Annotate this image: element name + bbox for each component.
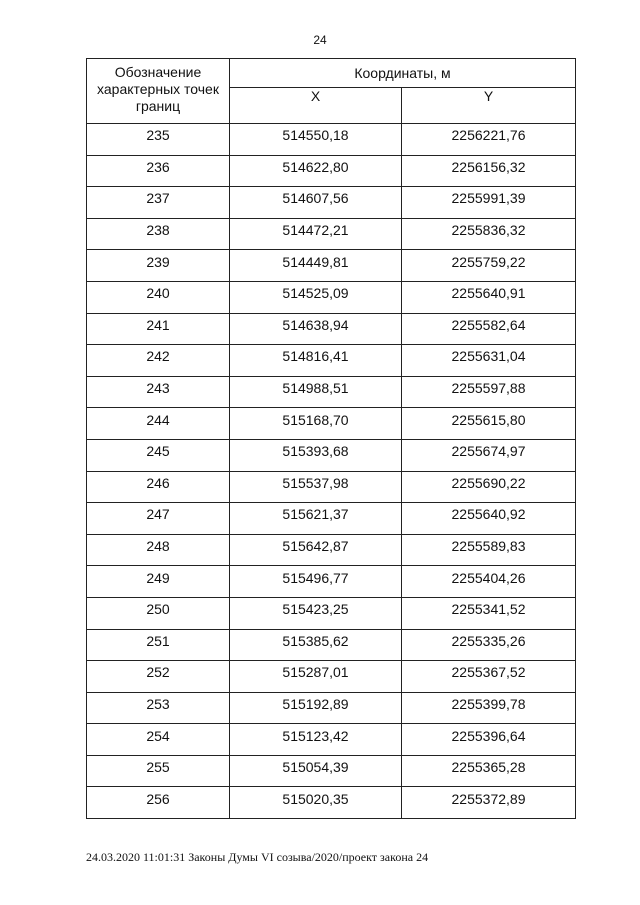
cell-x-text: 515385,62 [282,632,349,649]
table-row [87,376,576,408]
cell-x-text: 515287,01 [282,664,349,681]
cell-point-text: 242 [146,348,170,365]
cell-point-text: 256 [146,790,170,807]
cell-x [230,471,402,503]
cell-x [230,566,402,598]
cell-x [230,692,402,724]
table-row [87,408,576,440]
cell-x-text: 514550,18 [282,127,349,144]
cell-x [230,345,402,377]
cell-point-text: 241 [146,316,170,333]
cell-y [402,724,576,756]
table-row [87,755,576,787]
cell-point [87,250,230,282]
cell-point [87,534,230,566]
cell-point-text: 249 [146,569,170,586]
cell-y [402,345,576,377]
table-row [87,566,576,598]
cell-point [87,281,230,313]
cell-x-text: 515168,70 [282,411,349,428]
cell-y-text: 2255631,04 [451,348,526,365]
table-row [87,124,576,156]
page-number: 24 [313,33,327,47]
cell-point [87,218,230,250]
cell-point-text: 235 [146,127,170,144]
cell-x-text: 515393,68 [282,443,349,460]
cell-y-text: 2255597,88 [451,380,526,397]
cell-point [87,155,230,187]
table-body [87,124,576,819]
header-x: X [230,87,402,123]
table-row [87,439,576,471]
cell-point-text: 255 [146,759,170,776]
cell-y [402,313,576,345]
cell-x [230,503,402,535]
cell-point [87,313,230,345]
cell-x [230,661,402,693]
cell-point [87,787,230,819]
cell-y [402,629,576,661]
cell-x [230,155,402,187]
cell-point [87,124,230,156]
cell-point-text: 237 [146,190,170,207]
header-y: Y [402,87,576,123]
cell-y [402,566,576,598]
cell-x [230,281,402,313]
cell-y-text: 2255640,92 [451,506,526,523]
cell-point [87,187,230,219]
cell-point [87,692,230,724]
cell-x [230,724,402,756]
cell-y-text: 2255396,64 [451,727,526,744]
cell-point [87,629,230,661]
cell-x-text: 514525,09 [282,285,349,302]
cell-y-text: 2255367,52 [451,664,526,681]
cell-point-text: 246 [146,474,170,491]
cell-point-text: 244 [146,411,170,428]
table-row [87,661,576,693]
table-row [87,503,576,535]
cell-x [230,408,402,440]
cell-x [230,534,402,566]
header-coordinates: Координаты, м [230,59,576,88]
cell-point-text: 247 [146,506,170,523]
cell-x [230,597,402,629]
cell-y [402,597,576,629]
cell-y [402,218,576,250]
cell-point [87,724,230,756]
cell-point [87,661,230,693]
table-row [87,534,576,566]
table-row [87,692,576,724]
cell-y-text: 2255372,89 [451,790,526,807]
cell-point-text: 248 [146,538,170,555]
table-row [87,187,576,219]
cell-point-text: 251 [146,632,170,649]
table-row [87,313,576,345]
cell-point-text: 252 [146,664,170,681]
cell-x-text: 515423,25 [282,601,349,618]
table-row [87,250,576,282]
cell-y-text: 2256221,76 [451,127,526,144]
cell-x-text: 514988,51 [282,380,349,397]
footer-document-stamp: 24.03.2020 11:01:31 Законы Думы VI созыва/2020/проект закона 24 [86,850,429,864]
cell-x [230,313,402,345]
cell-x-text: 515642,87 [282,538,349,555]
header-point-designation: Обозначение характерных точек границ [87,59,230,124]
cell-point-text: 239 [146,253,170,270]
cell-y-text: 2255674,97 [451,443,526,460]
cell-y [402,281,576,313]
table-row [87,629,576,661]
cell-y-text: 2255335,26 [451,632,526,649]
cell-y-text: 2255365,28 [451,759,526,776]
cell-y [402,661,576,693]
cell-y [402,692,576,724]
cell-y [402,124,576,156]
cell-y [402,755,576,787]
cell-y-text: 2256156,32 [451,158,526,175]
coordinates-table [86,58,576,819]
cell-y-text: 2255399,78 [451,695,526,712]
cell-x-text: 515020,35 [282,790,349,807]
cell-point [87,439,230,471]
cell-y [402,503,576,535]
cell-x [230,187,402,219]
cell-y-text: 2255582,64 [451,316,526,333]
cell-y-text: 2255690,22 [451,474,526,491]
table-row [87,281,576,313]
cell-point [87,471,230,503]
table-header [87,59,576,124]
cell-point-text: 250 [146,601,170,618]
cell-point [87,597,230,629]
cell-y [402,376,576,408]
cell-y-text: 2255341,52 [451,601,526,618]
cell-x-text: 515054,39 [282,759,349,776]
cell-y-text: 2255991,39 [451,190,526,207]
cell-x-text: 514472,21 [282,222,349,239]
cell-y [402,187,576,219]
cell-point [87,755,230,787]
cell-point [87,408,230,440]
cell-y-text: 2255836,32 [451,222,526,239]
cell-point [87,503,230,535]
cell-point-text: 236 [146,158,170,175]
cell-x-text: 514449,81 [282,253,349,270]
table-row [87,787,576,819]
table-row [87,155,576,187]
cell-point-text: 240 [146,285,170,302]
cell-y-text: 2255615,80 [451,411,526,428]
table-row [87,597,576,629]
cell-y [402,408,576,440]
cell-x-text: 515537,98 [282,474,349,491]
cell-x [230,629,402,661]
cell-point-text: 253 [146,695,170,712]
cell-x-text: 515192,89 [282,695,349,712]
cell-point [87,376,230,408]
table-row [87,345,576,377]
cell-y [402,250,576,282]
cell-x-text: 514638,94 [282,316,349,333]
cell-point-text: 254 [146,727,170,744]
cell-y [402,155,576,187]
cell-x-text: 515496,77 [282,569,349,586]
cell-point-text: 243 [146,380,170,397]
cell-x [230,218,402,250]
cell-x [230,124,402,156]
cell-y-text: 2255759,22 [451,253,526,270]
cell-point [87,566,230,598]
cell-y-text: 2255640,91 [451,285,526,302]
cell-x [230,250,402,282]
table-row [87,218,576,250]
cell-x-text: 515621,37 [282,506,349,523]
cell-x [230,376,402,408]
table-row [87,724,576,756]
cell-y [402,534,576,566]
cell-x [230,787,402,819]
cell-y [402,787,576,819]
cell-x-text: 514622,80 [282,158,349,175]
cell-y-text: 2255404,26 [451,569,526,586]
cell-point [87,345,230,377]
cell-y [402,471,576,503]
cell-y-text: 2255589,83 [451,538,526,555]
cell-x [230,755,402,787]
cell-x-text: 515123,42 [282,727,349,744]
cell-x [230,439,402,471]
cell-point-text: 245 [146,443,170,460]
cell-x-text: 514607,56 [282,190,349,207]
cell-y [402,439,576,471]
table-row [87,471,576,503]
cell-point-text: 238 [146,222,170,239]
cell-x-text: 514816,41 [282,348,349,365]
